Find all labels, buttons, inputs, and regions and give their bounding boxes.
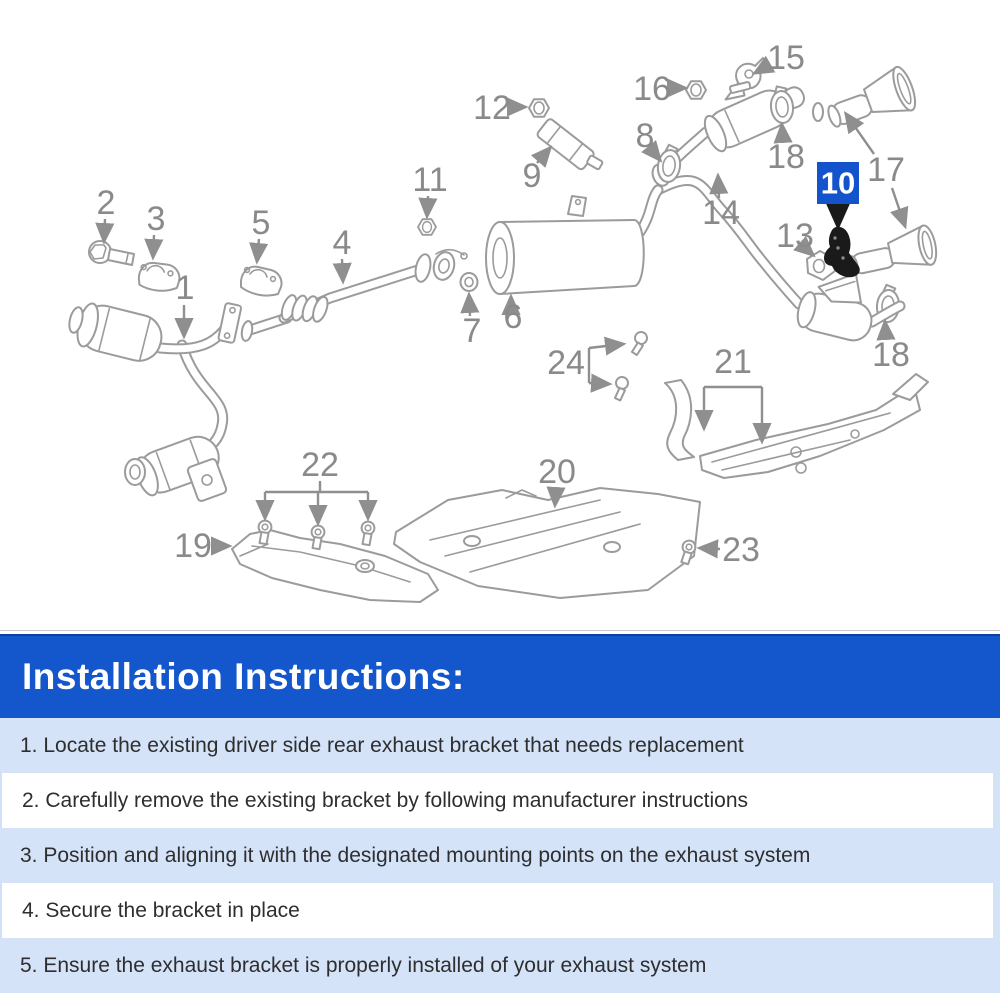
part-number-label: 12 (473, 89, 511, 127)
instruction-step-5: 5. Ensure the exhaust bracket is properly installed of your exhaust system (0, 938, 1000, 993)
part-9-bracket-strap (536, 118, 603, 171)
part-number-label-highlighted: 10 (820, 165, 856, 201)
part-number-label: 1 (175, 269, 195, 307)
part-number-label: 17 (867, 151, 905, 189)
part-number-label: 15 (767, 39, 805, 77)
part-2-bolt (89, 241, 134, 265)
part-number-label: 20 (538, 453, 576, 491)
callout-leader-4 (342, 259, 343, 281)
callout-leader-17 (846, 114, 874, 154)
part-number-label: 2 (96, 184, 116, 222)
part-number-label: 22 (301, 446, 339, 484)
parts-3-5-clamps (137, 260, 281, 295)
instructions-steps (0, 718, 1000, 993)
instruction-step-2: 2. Carefully remove the existing bracket by following manufacturer instructions (0, 773, 1000, 828)
part-number-label: 5 (251, 204, 271, 242)
part-number-label: 18 (767, 138, 805, 176)
part-number-label: 16 (633, 70, 671, 108)
part-number-label: 14 (702, 194, 740, 232)
part-number-label: 18 (872, 336, 910, 374)
instruction-step-1: 1. Locate the existing driver side rear exhaust bracket that needs replacement (0, 718, 1000, 773)
callout-leader-17 (892, 188, 905, 226)
callout-leader-23 (700, 548, 720, 549)
part-1-downpipe-assembly (67, 300, 287, 502)
part-number-label: 11 (412, 161, 448, 199)
instructions-title: Installation Instructions: (22, 656, 465, 697)
callout-leader-3 (153, 235, 154, 257)
part-number-label: 9 (522, 157, 542, 195)
callout-leader-2 (104, 219, 105, 241)
installation-instructions-panel (0, 630, 1000, 1000)
instruction-step-3: 3. Position and aligning it with the designated mounting points on the exhaust system (0, 828, 1000, 883)
part-number-label: 23 (722, 531, 760, 569)
part-24-bolts (615, 331, 648, 401)
part-number-label: 13 (776, 217, 814, 255)
callout-leader-11 (427, 196, 428, 216)
instruction-step-4: 4. Secure the bracket in place (0, 883, 1000, 938)
part-number-label: 7 (462, 312, 482, 350)
part-number-label: 24 (547, 344, 585, 382)
part-6-muffler (486, 190, 658, 294)
callout-leader-24 (589, 383, 609, 384)
instructions-header (0, 634, 1000, 718)
part-number-label: 6 (503, 298, 523, 336)
callout-leader-24 (589, 344, 623, 348)
part-15-hanger-hook (730, 58, 769, 93)
part-7-gasket-and-nut (431, 250, 478, 291)
part-number-label: 21 (714, 343, 752, 381)
part-number-label: 19 (174, 527, 212, 565)
part-20-skid-plate (394, 488, 700, 598)
callout-leader-5 (257, 239, 259, 261)
part-number-label: 8 (635, 117, 655, 155)
part-number-label: 4 (332, 224, 352, 262)
part-number-label: 3 (146, 200, 166, 238)
